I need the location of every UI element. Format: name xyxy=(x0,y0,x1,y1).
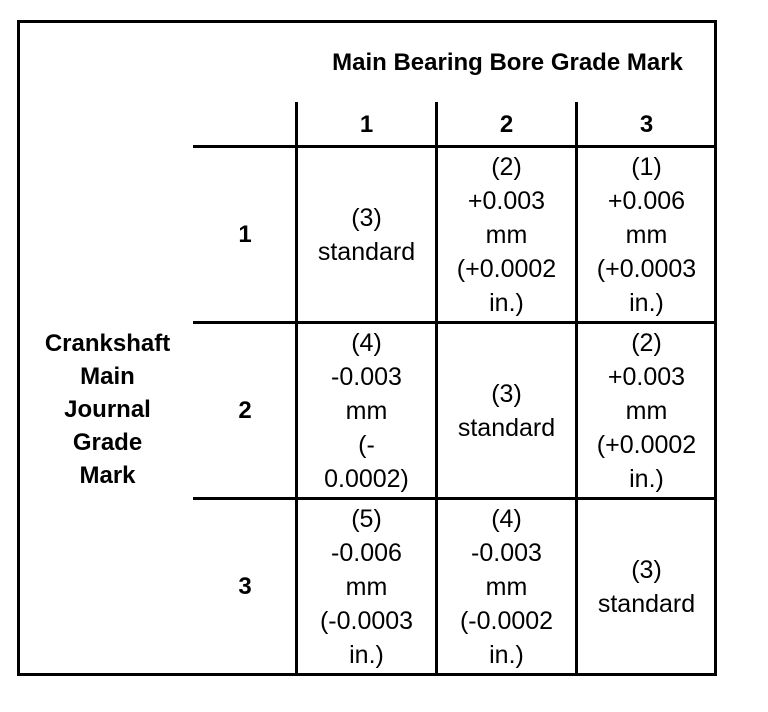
cell-line: standard xyxy=(317,237,416,266)
cell-line: (- xyxy=(358,430,375,459)
cell-line: -0.003 xyxy=(471,538,542,567)
table-cell xyxy=(298,500,435,673)
cell-line: mm xyxy=(345,572,388,601)
cell-line: mm xyxy=(485,572,528,601)
row-group-header-line: Mark xyxy=(79,461,136,489)
cell-line: (+0.0003 xyxy=(596,254,697,283)
row-header-2 xyxy=(195,324,295,497)
table-cell xyxy=(298,148,435,321)
row-header-3 xyxy=(195,500,295,673)
cell-line: mm xyxy=(625,396,668,425)
table-cell xyxy=(578,148,715,321)
table-cell xyxy=(298,324,435,497)
cell-line: (3) xyxy=(631,555,662,584)
cell-line: in.) xyxy=(629,288,664,317)
cell-line: mm xyxy=(625,220,668,249)
cell-line: (5) xyxy=(351,504,382,533)
row-header-2-label: 2 xyxy=(238,396,252,424)
column-header-1 xyxy=(298,104,435,145)
table-cell xyxy=(438,148,575,321)
cell-line: (+0.0002 xyxy=(596,430,697,459)
cell-line: standard xyxy=(597,589,696,618)
row-header-1-label: 1 xyxy=(238,220,252,248)
cell-line: standard xyxy=(457,413,556,442)
cell-line: (3) xyxy=(491,379,522,408)
cell-line: +0.006 xyxy=(607,186,686,215)
cell-line: (-0.0003 xyxy=(319,606,414,635)
row-group-header-line: Grade xyxy=(72,428,143,456)
cell-line: 0.0002) xyxy=(324,464,409,493)
cell-line: (-0.0002 xyxy=(459,606,554,635)
cell-line: (+0.0002 xyxy=(456,254,557,283)
cell-line: mm xyxy=(345,396,388,425)
row-group-header xyxy=(20,324,195,494)
column-header-2 xyxy=(438,104,575,145)
column-header-2-label: 2 xyxy=(499,110,514,138)
cell-line: (4) xyxy=(351,328,382,357)
table-cell xyxy=(578,500,715,673)
cell-line: -0.003 xyxy=(331,362,402,391)
cell-line: mm xyxy=(485,220,528,249)
cell-line: (1) xyxy=(631,152,662,181)
row-header-1 xyxy=(195,148,295,321)
cell-line: -0.006 xyxy=(331,538,402,567)
cell-line: (2) xyxy=(491,152,522,181)
column-header-3-label: 3 xyxy=(639,110,654,138)
cell-line: (3) xyxy=(351,203,382,232)
table-cell xyxy=(438,500,575,673)
column-group-header xyxy=(320,26,695,98)
column-header-1-label: 1 xyxy=(359,110,374,138)
cell-line: +0.003 xyxy=(607,362,686,391)
cell-line: (4) xyxy=(491,504,522,533)
table-cell xyxy=(438,324,575,497)
row-group-header-line: Crankshaft xyxy=(44,329,171,357)
cell-line: +0.003 xyxy=(467,186,546,215)
column-group-header-text: Main Bearing Bore Grade Mark xyxy=(332,48,683,76)
row-header-3-label: 3 xyxy=(238,572,252,600)
row-group-header-line: Journal xyxy=(64,395,151,423)
table-cell xyxy=(578,324,715,497)
cell-line: in.) xyxy=(349,640,384,669)
row-group-header-line: Main xyxy=(80,362,135,390)
column-header-3 xyxy=(578,104,715,145)
cell-line: in.) xyxy=(489,640,524,669)
cell-line: (2) xyxy=(631,328,662,357)
cell-line: in.) xyxy=(489,288,524,317)
cell-line: in.) xyxy=(629,464,664,493)
